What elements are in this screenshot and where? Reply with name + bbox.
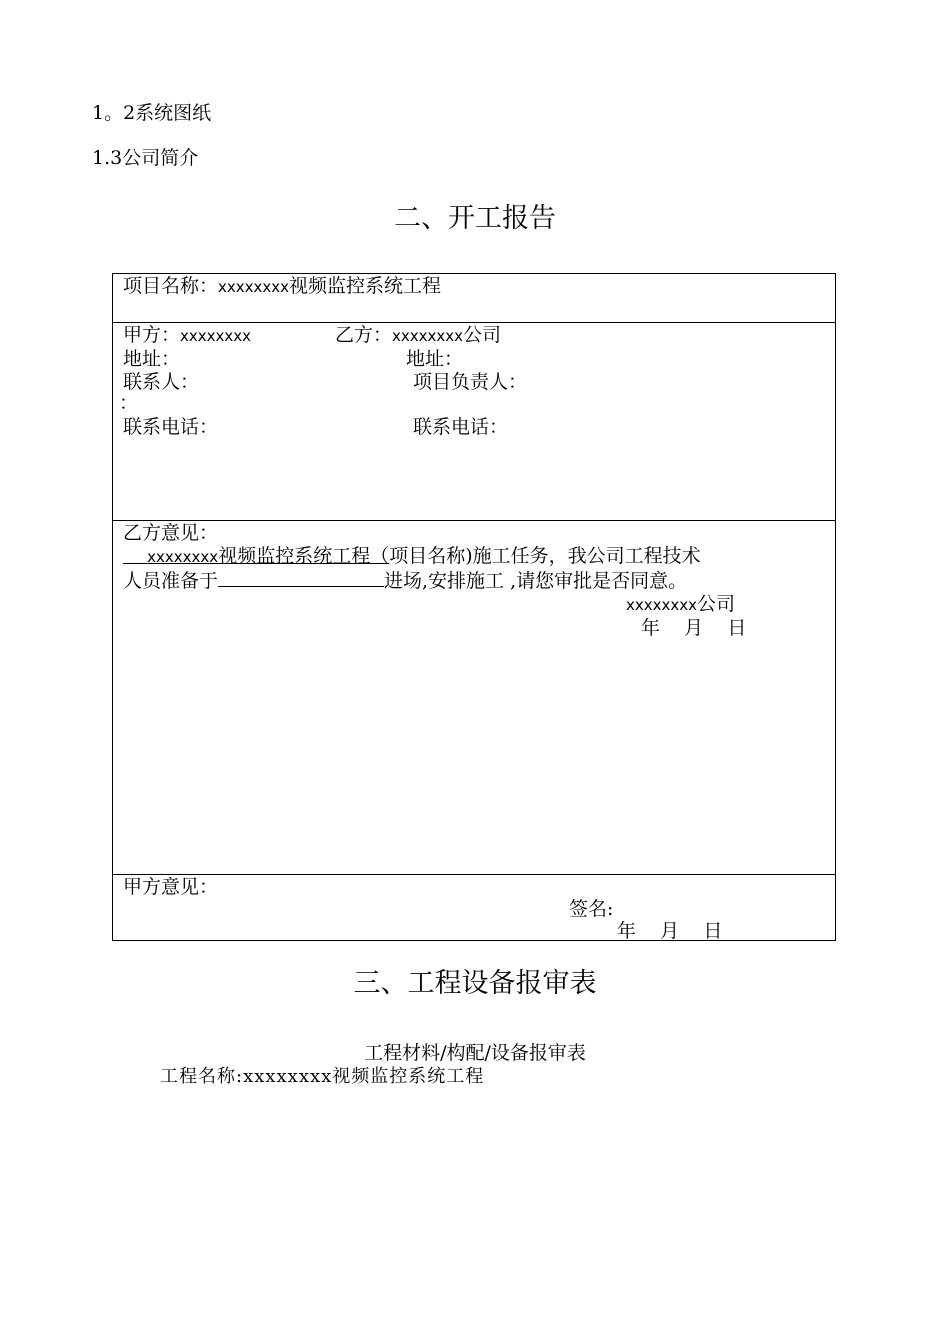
opinion-b-line1-rest: 项目名称)施工任务，我公司工程技术 — [389, 545, 701, 567]
opinion-b-line2 — [123, 568, 687, 593]
opinion-b-project-underlined — [123, 545, 389, 567]
toc-item-1-3: 1.3公司简介 — [92, 147, 199, 169]
date-fill-blank — [218, 568, 384, 587]
party-a-value: xxxxxxxx — [180, 327, 252, 345]
equipment-table-title: 工程材料/构配/设备报审表 — [364, 1042, 586, 1064]
manager-b-label: 项目负责人： — [413, 371, 528, 393]
toc-item-1-2: 1。2系统图纸 — [92, 102, 212, 124]
stray-colon: ： — [119, 392, 139, 414]
phone-a-label: 联系电话： — [123, 416, 219, 438]
opinion-b-date: 年 月 日 — [641, 617, 747, 639]
party-a-field — [123, 323, 251, 348]
address-b-label: 地址： — [406, 348, 464, 370]
section-heading-start-report: 二、开工报告 — [394, 203, 556, 234]
project-name-row — [123, 274, 441, 299]
signature-label: 签名: — [569, 898, 614, 920]
project-name-label: 项目名称： — [123, 275, 219, 297]
opinion-b-line2-end: 进场,安排施工 ,请您审批是否同意。 — [384, 570, 688, 592]
party-b-suffix: 公司 — [463, 324, 502, 346]
row-divider — [113, 520, 835, 521]
row-divider — [113, 874, 835, 875]
phone-b-label: 联系电话： — [413, 416, 509, 438]
opinion-b-company — [626, 592, 735, 617]
opinion-b-label: 乙方意见： — [123, 522, 219, 544]
opinion-b-project: xxxxxxxx — [147, 548, 219, 566]
address-a-label: 地址： — [123, 348, 181, 370]
opinion-a-label: 甲方意见： — [123, 876, 219, 898]
opinion-b-line2-start: 人员准备于 — [123, 570, 219, 592]
opinion-b-company-suffix: 公司 — [697, 593, 736, 615]
opinion-b-company-value: xxxxxxxx — [626, 596, 698, 614]
party-a-label: 甲方： — [123, 324, 181, 346]
party-b-value: xxxxxxxx — [392, 327, 464, 345]
equipment-project-name: 工程名称:xxxxxxxx视频监控系统工程 — [160, 1066, 485, 1087]
party-b-label: 乙方： — [335, 324, 393, 346]
opinion-a-date: 年 月 日 — [617, 920, 723, 942]
opinion-b-project-suffix: 视频监控系统工程（ — [218, 545, 390, 567]
opinion-b-line1 — [123, 544, 701, 569]
start-report-form — [112, 273, 836, 941]
project-name-suffix: 视频监控系统工程 — [289, 275, 442, 297]
party-b-field — [335, 323, 501, 348]
section-heading-equipment-review: 三、工程设备报审表 — [353, 968, 597, 999]
project-name-value: xxxxxxxx — [218, 278, 290, 296]
contact-a-label: 联系人： — [123, 371, 200, 393]
